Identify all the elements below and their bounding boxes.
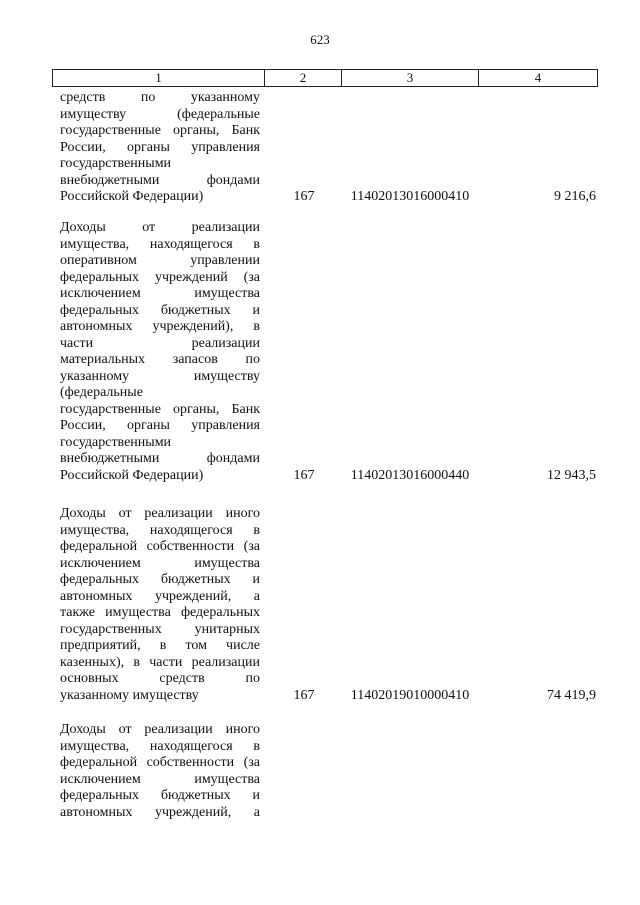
description-line: указанному имуществу: [60, 687, 199, 703]
description-line: Доходы от реализации иного: [60, 722, 260, 737]
description-line: государственными: [60, 156, 172, 171]
row-kbk: 11402013016000410: [350, 189, 470, 204]
description-line: также имущества федеральных: [60, 605, 260, 620]
row-code: 167: [293, 467, 315, 483]
description-line: предприятий, в том числе: [60, 638, 260, 653]
header-col-3: 3: [342, 70, 479, 86]
description-line: автономных учреждений, а: [60, 804, 260, 820]
row-kbk: 11402013016000440: [350, 467, 470, 483]
description-line: исключением имущества: [60, 771, 260, 787]
description-line: федеральных учреждений (за: [60, 269, 260, 285]
description-line: (федеральные: [60, 385, 143, 400]
row-amount: 74 419,9: [547, 687, 596, 703]
header-col-2: 2: [265, 70, 342, 86]
description-line: Российской Федерации): [60, 467, 204, 483]
description-line: исключением имущества: [60, 286, 260, 301]
description-line: федеральной собственности (за: [60, 755, 260, 770]
description-line: государственных унитарных: [60, 621, 260, 637]
description-line: федеральных бюджетных и: [60, 788, 260, 803]
description-line: государственные органы, Банк: [60, 401, 260, 417]
row-amount: 9 216,6: [554, 189, 596, 204]
row-description: [60, 220, 260, 484]
table-header: [52, 69, 598, 87]
description-line: имущества, находящегося в: [60, 236, 260, 252]
row-description: [60, 90, 260, 206]
description-line: средств по указанному: [60, 90, 260, 105]
row-kbk: 11402019010000410: [350, 687, 470, 703]
description-line: части реализации: [60, 335, 260, 351]
description-line: имущества, находящегося в: [60, 522, 260, 538]
description-line: внебюджетными фондами: [60, 451, 260, 466]
header-col-4: 4: [534, 70, 542, 85]
description-line: оперативном управлении: [60, 253, 260, 268]
description-line: федеральной собственности (за: [60, 539, 260, 554]
row-description: [60, 722, 260, 821]
description-line: Доходы от реализации: [60, 220, 260, 235]
description-line: казенных), в части реализации: [60, 654, 260, 670]
description-line: России, органы управления: [60, 139, 260, 155]
description-line: основных средств по: [60, 671, 260, 686]
description-line: автономных учреждений), в: [60, 319, 260, 334]
row-code: 167: [293, 687, 315, 703]
description-line: имуществу (федеральные: [60, 106, 260, 122]
header-col-1: 1: [53, 70, 265, 86]
description-line: Российской Федерации): [60, 189, 204, 204]
description-line: федеральных бюджетных и: [60, 302, 260, 318]
description-line: государственные органы, Банк: [60, 123, 260, 138]
description-line: Доходы от реализации иного: [60, 506, 260, 521]
page-number: 623: [310, 32, 330, 47]
description-line: исключением имущества: [60, 555, 260, 571]
description-line: материальных запасов по: [60, 352, 260, 367]
description-line: государственными: [60, 434, 172, 450]
description-line: России, органы управления: [60, 418, 260, 433]
description-line: внебюджетными фондами: [60, 172, 260, 188]
description-line: указанному имуществу: [60, 368, 260, 384]
row-description: [60, 506, 260, 704]
description-line: автономных учреждений, а: [60, 588, 260, 604]
row-code: 167: [293, 189, 315, 204]
description-line: имущества, находящегося в: [60, 738, 260, 754]
description-line: федеральных бюджетных и: [60, 572, 260, 587]
row-amount: 12 943,5: [547, 467, 596, 483]
